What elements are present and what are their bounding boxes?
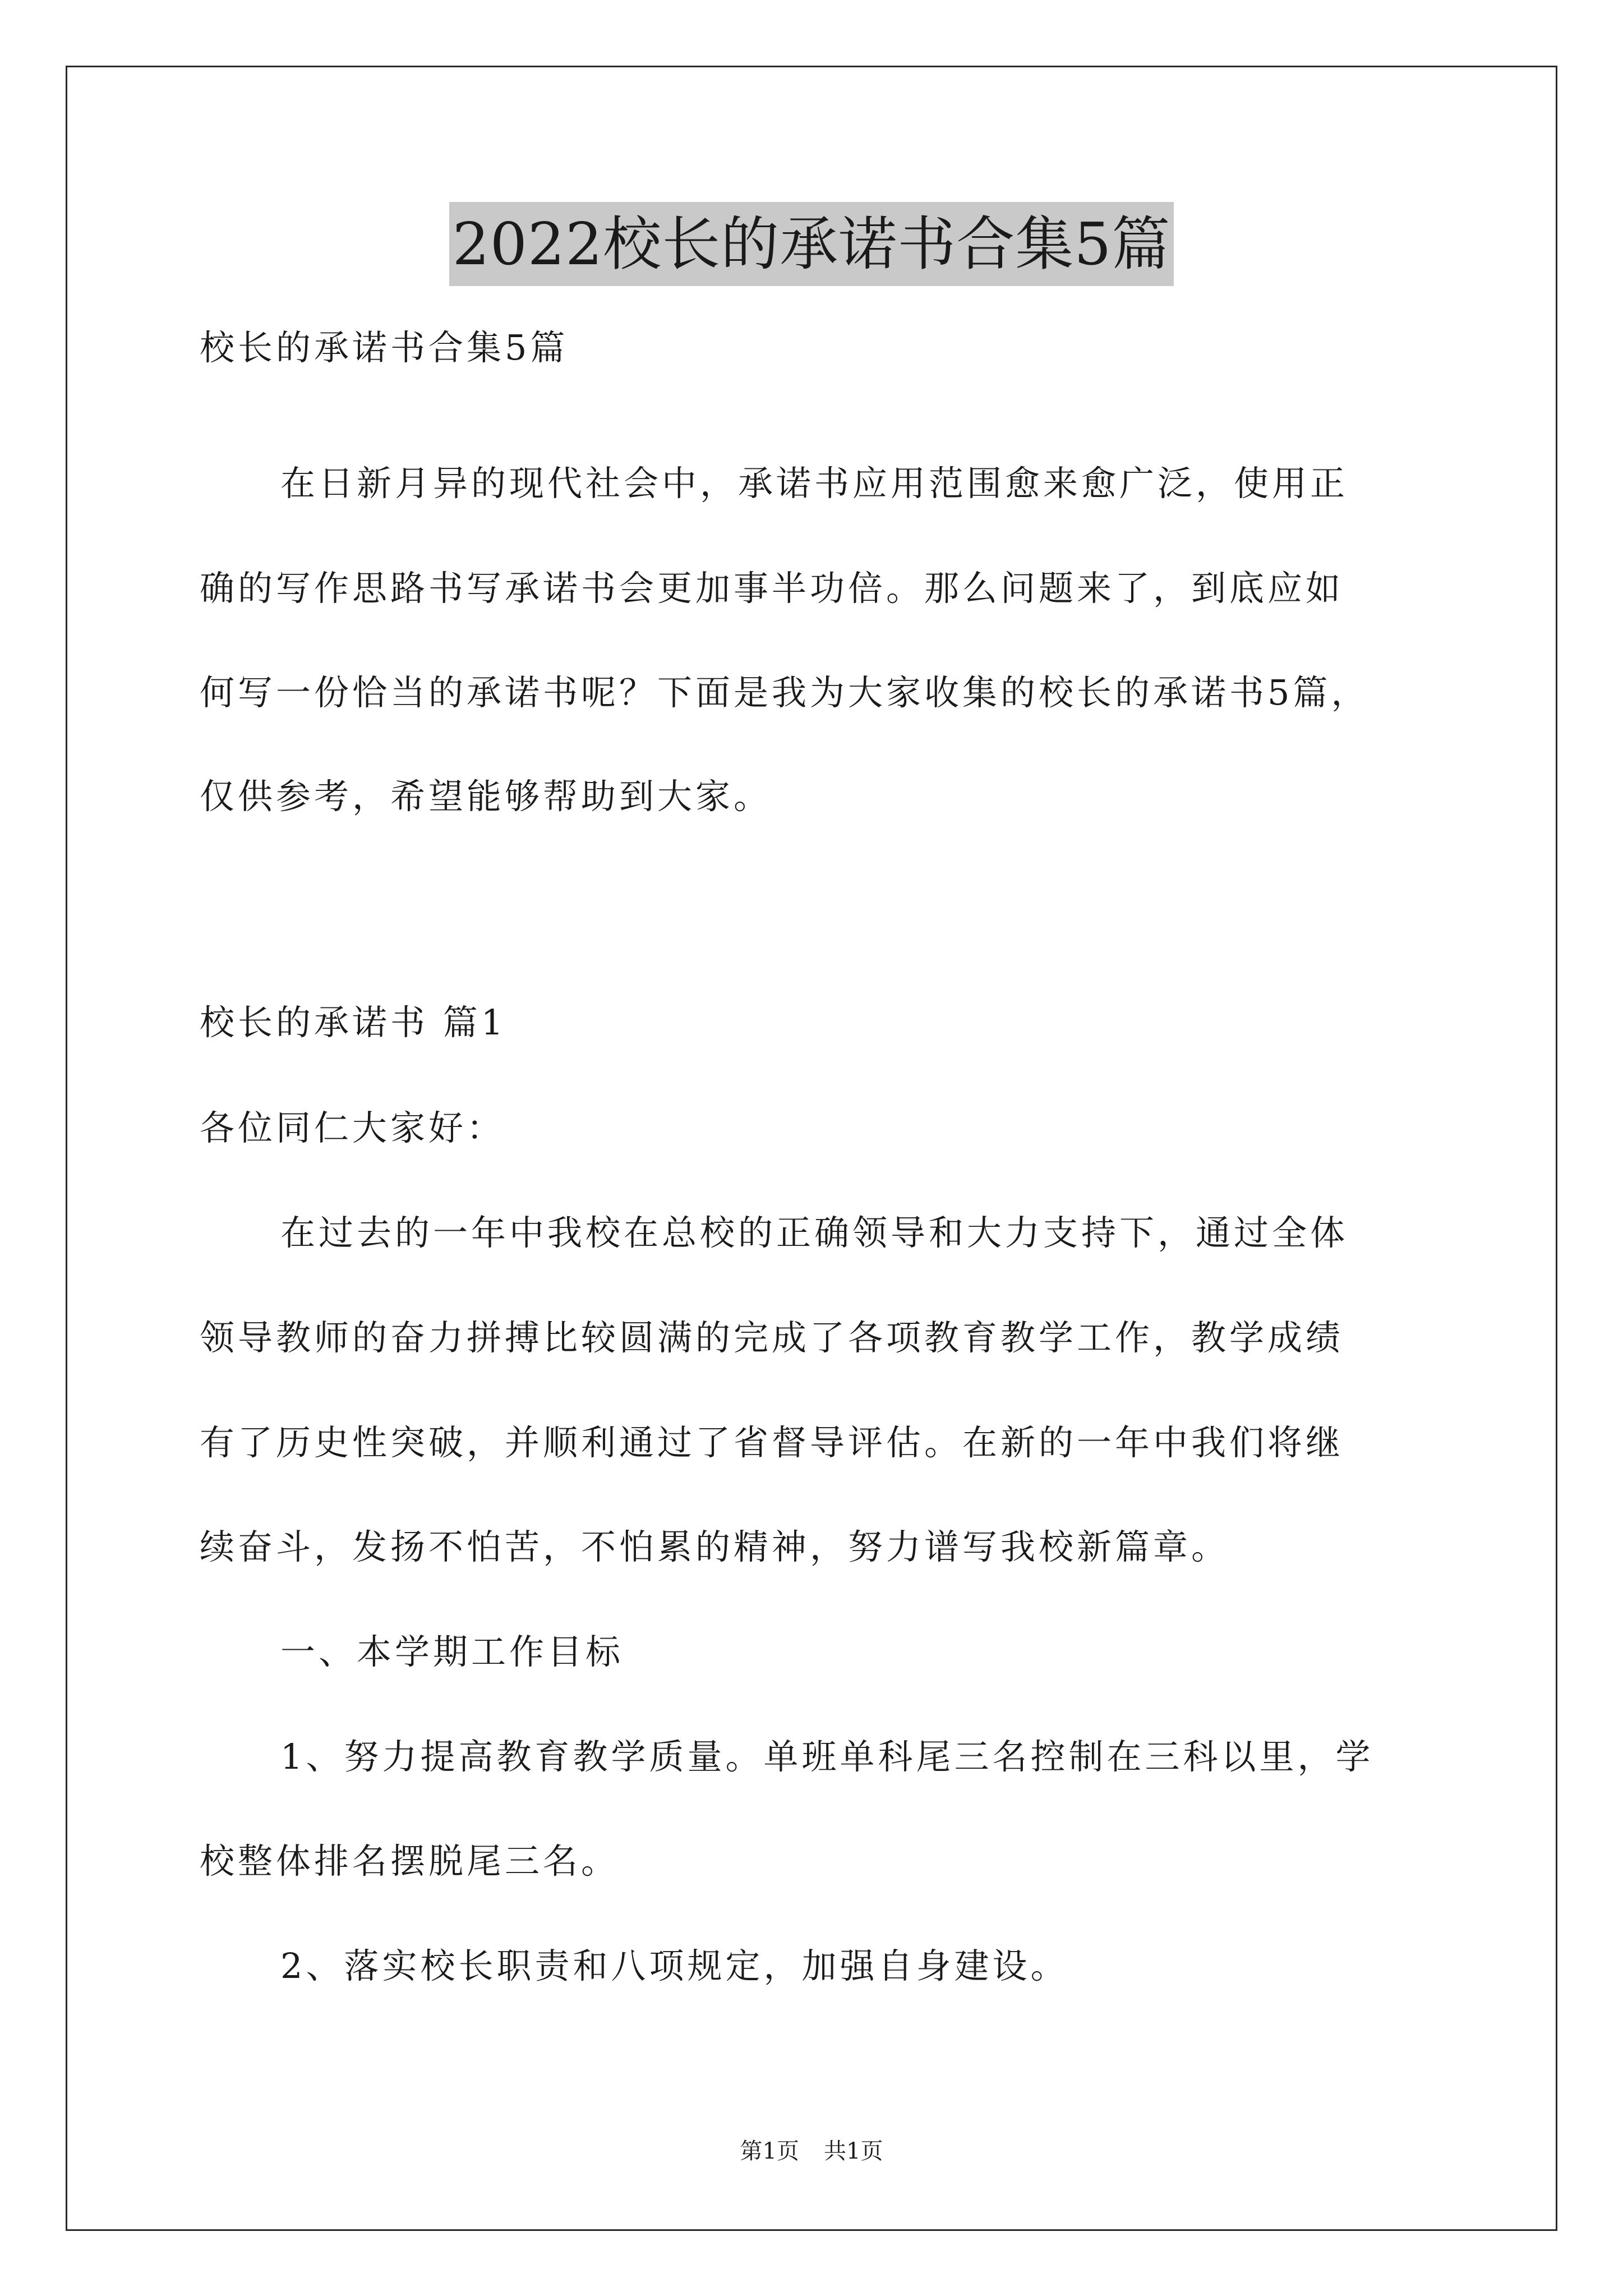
goal-item-line: 2、落实校长职责和八项规定，加强自身建设。 xyxy=(280,1945,1069,1986)
subtitle-line: 校长的承诺书合集5篇 xyxy=(200,327,569,368)
intro-paragraph-line: 在日新月异的现代社会中，承诺书应用范围愈来愈广泛，使用正 xyxy=(280,463,1349,504)
page-footer xyxy=(0,2134,1623,2168)
section-heading: 校长的承诺书 篇1 xyxy=(200,1002,507,1043)
intro-paragraph-line: 确的写作思路书写承诺书会更加事半功倍。那么问题来了，到底应如 xyxy=(200,568,1344,609)
salutation: 各位同仁大家好： xyxy=(200,1107,505,1148)
intro-paragraph-line: 仅供参考，希望能够帮助到大家。 xyxy=(200,776,772,817)
page-total: 共1页 xyxy=(824,2138,883,2164)
goal-heading: 一、本学期工作目标 xyxy=(280,1631,624,1672)
goal-item-line: 校整体排名摆脱尾三名。 xyxy=(200,1841,620,1881)
body-paragraph-line: 在过去的一年中我校在总校的正确领导和大力支持下，通过全体 xyxy=(280,1212,1349,1253)
body-paragraph-line: 续奋斗，发扬不怕苦，不怕累的精神，努力谱写我校新篇章。 xyxy=(200,1526,1230,1567)
goal-item-line: 1、努力提高教育教学质量。单班单科尾三名控制在三科以里，学 xyxy=(280,1736,1374,1777)
document-title: 2022校长的承诺书合集5篇 xyxy=(0,202,1623,286)
body-paragraph-line: 有了历史性突破，并顺利通过了省督导评估。在新的一年中我们将继 xyxy=(200,1422,1344,1463)
intro-paragraph-line: 何写一份恰当的承诺书呢？下面是我为大家收集的校长的承诺书5篇， xyxy=(200,672,1370,713)
page-number: 第1页 xyxy=(740,2138,799,2164)
body-paragraph-line: 领导教师的奋力拼搏比较圆满的完成了各项教育教学工作，教学成绩 xyxy=(200,1317,1344,1358)
